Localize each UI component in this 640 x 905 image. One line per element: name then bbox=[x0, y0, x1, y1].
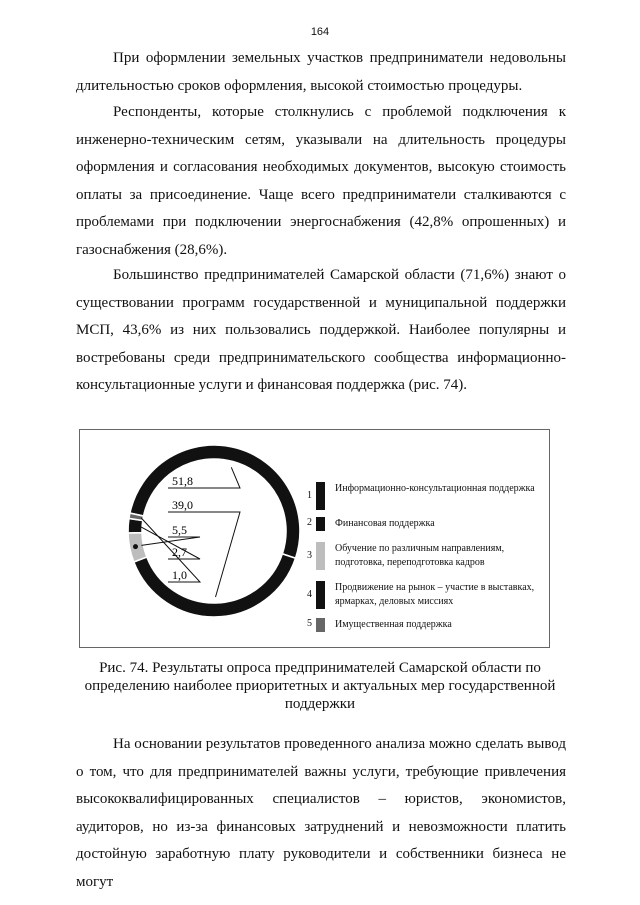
legend-label: Обучение по различным направлениям, подготовка, переподготовка кадров bbox=[335, 543, 505, 568]
figure-74 bbox=[79, 429, 550, 648]
legend-label: Продвижение на рынок – участие в выставках, ярмарках, деловых миссиях bbox=[335, 582, 535, 607]
leader-line-3 bbox=[141, 537, 200, 545]
legend-swatch bbox=[316, 517, 325, 531]
figure-caption: Рис. 74. Результаты опроса предпринимателей Самарской области по определению наиболее приоритетных и актуальных мер государственной поддержки bbox=[84, 660, 556, 712]
value-label-2: 39,0 bbox=[172, 498, 193, 512]
value-label-3: 5,5 bbox=[172, 523, 187, 537]
legend-number: 5 bbox=[307, 618, 312, 629]
legend-swatch bbox=[316, 482, 325, 510]
donut-segment-2 bbox=[134, 554, 296, 617]
paragraph-land-plots: При оформлении земельных участков предприниматели недовольны длительностью сроков оформления, высокой стоимостью процедуры. bbox=[76, 50, 566, 94]
legend-label: Финансовая поддержка bbox=[335, 518, 435, 529]
leader-line-4 bbox=[140, 526, 200, 559]
donut-segment-1 bbox=[130, 445, 300, 558]
legend-label: Имущественная поддержка bbox=[335, 619, 452, 630]
legend-number: 1 bbox=[307, 490, 312, 501]
paragraph-support-awareness: Большинство предпринимателей Самарской области (71,6%) знают о существовании программ государственной и муниципальной поддержки МСП, 43,6% из них пользовались поддержкой. Наиболее популярны и востребованы среди предпринимательского сообщества информационно-консультационные услуги и финансовая поддержка (рис. 74). bbox=[76, 267, 566, 393]
donut-chart bbox=[80, 430, 549, 647]
paragraph-conclusion: На основании результатов проведенного анализа можно сделать вывод о том, что для предпринимателей важны услуги, требующие привлечения высококвалифицированных специалистов – юристов, экономистов, аудиторов, но из-за финансовых затруднений и невозможности платить достойную заработную плату руководители и собственники бизнеса не могут bbox=[76, 736, 566, 890]
value-label-4: 2,7 bbox=[172, 545, 187, 559]
legend-number: 2 bbox=[307, 517, 312, 528]
paragraph-utility-connection: Респонденты, которые столкнулись с проблемой подключения к инженерно-техническим сетям, указывали на длительность процедуры оформления и согласования необходимых документов, высокую стоимость оплаты за присоединение. Чаще всего предприниматели сталкиваются с проблемами при подключении энергоснабжения (42,8% опрошенных) и газоснабжения (28,6%). bbox=[76, 104, 566, 258]
value-label-1: 51,8 bbox=[172, 474, 193, 488]
legend-label: Информационно-консультационная поддержка bbox=[335, 483, 535, 494]
segment-marker-dot bbox=[133, 544, 138, 549]
legend-number: 3 bbox=[307, 550, 312, 561]
value-label-5: 1,0 bbox=[172, 568, 187, 582]
legend-swatch bbox=[316, 618, 325, 632]
legend-swatch bbox=[316, 542, 325, 570]
legend-swatch bbox=[316, 581, 325, 609]
page-number: 164 bbox=[310, 26, 330, 38]
legend-number: 4 bbox=[307, 589, 312, 600]
